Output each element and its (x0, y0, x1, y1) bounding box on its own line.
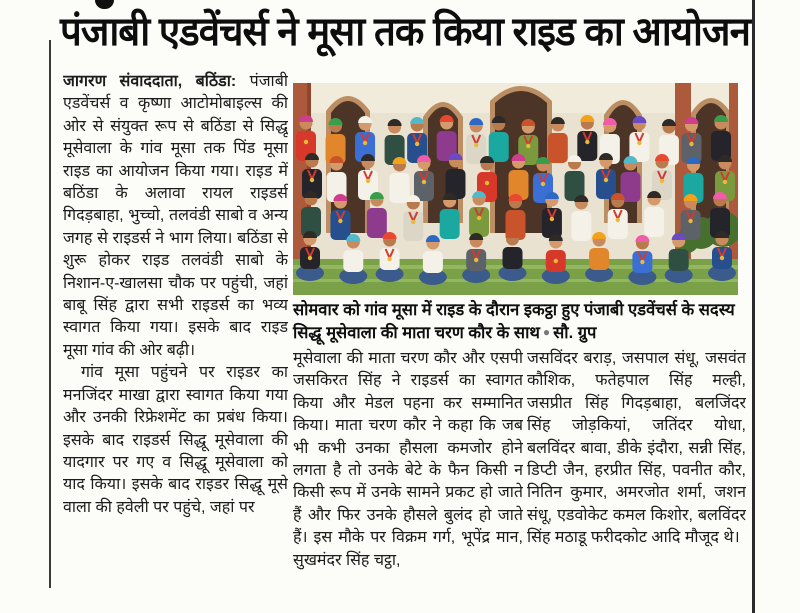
byline: जागरण संवाददाता, बठिंडा: (63, 73, 237, 90)
article-paragraph-2: गांव मूसा पहुंचने पर राइडर का मनजिंदर माखा द्वारा स्वागत किया गया और उनकी रिफ्रेशमेंट का प्रबंध किया। इसके बाद राइडर्स सिद्धू मूसेवाला की यादगार पर गए व सिद्धू मूसेवाला को याद किया। इसके बाद राइडर सिद्धू मूसे वाला की हवेली पर पहुंचे, जहां पर (63, 364, 288, 516)
article-column-1 (63, 71, 288, 613)
photo-caption-text: सोमवार को गांव मूसा में राइड के दौरान इकट्ठा हुए पंजाबी एडवेंचर्स के सदस्य सिद्धू मूसेवाला की माता चरण कौर के साथ (293, 301, 735, 342)
page-right-rule (752, 0, 755, 613)
article-paragraph-3: मूसेवाला की माता चरण कौर और एसपी जसकिरत सिंह ने राइडर्स का स्वागत किया और मेडल पहना कर सम्मानित किया। माता चरण कौर ने कहा कि जब भी कभी उनका हौसला कमजोर होने लगता है तो उनके बेटे के फैन किसी न किसी रूप में उनके सामने प्रकट हो जाते हैं और फिर उनके हौसले बुलंद हो जाते हैं। इस मौके पर विक्रम गर्ग, भूपेंद्र मान, सुखमंदर सिंह चट्ठा, (293, 350, 523, 569)
headline: पंजाबी एडवेंचर्स ने मूसा तक किया राइड का आयोजन (60, 10, 750, 54)
photo-caption (293, 300, 745, 344)
left-column-rule (49, 40, 51, 588)
article-column-2 (293, 348, 523, 613)
group-photo (293, 83, 738, 295)
article-column-3 (527, 348, 746, 613)
caption-bullet-icon: ● (542, 324, 551, 339)
photo-credit: सौ. ग्रुप (553, 323, 597, 342)
paragraph-1-text: पंजाबी एडवेंचर्स व कृष्णा आटोमोबाइल्स की ओर से संयुक्त रूप से बठिंडा से सिद्धू मूसेवाला के गांव मूसा तक पिंड मूसा राइड का आयोजन किया गया। राइड में बठिंडा के अलावा रायल राइडर्स गिदड़बाहा, भुच्चो, तलवंडी साबो व अन्य जगह से राइडर्स ने भाग लिया। बठिंडा से शुरू होकर राइड तलवंडी साबो के निशान-ए-खालसा चौक पर पहुंची, जहां बाबू सिंह द्वारा सभी राइडर्स का भव्य स्वागत किया गया। इसके बाद राइड मूसा गांव की ओर बढ़ी। (63, 73, 288, 359)
article-paragraph-4: जसविंदर बराड़, जसपाल संधू, जसवंत कौशिक, फतेहपाल सिंह मल्ही, जसप्रीत सिंह गिदड़बाहा, बलजिंदर सिंह जोड़कियां, जतिंदर योधा, बलविंदर बावा, डीके इंदौरा, सन्नी सिंह, डिप्टी जैन, हरप्रीत सिंह, पवनीत कौर, नितिन कुमार, अमरजोत शर्मा, जशन संधू, एडवोकेट कमल किशोर, बलविंदर सिंह मठाडू फरीदकोट आदि मौजूद थे। (527, 350, 746, 547)
article-paragraph-1 (63, 71, 288, 362)
group-photo-illustration (293, 83, 738, 295)
